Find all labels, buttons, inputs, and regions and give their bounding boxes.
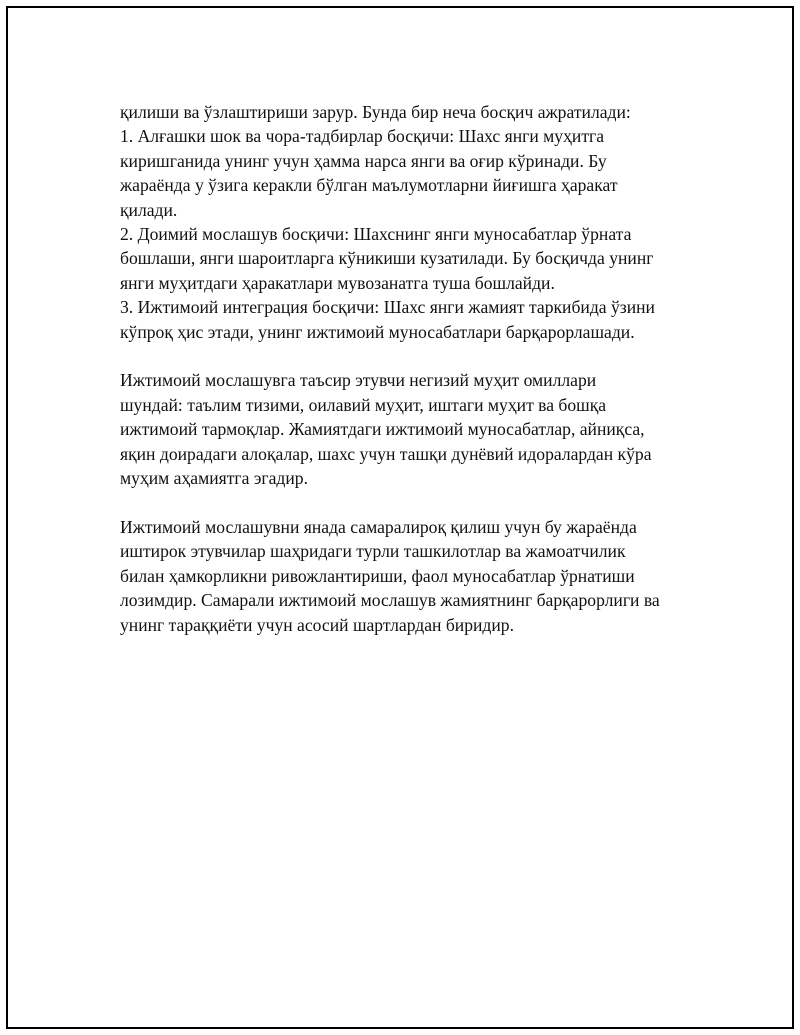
page-frame (6, 6, 794, 1029)
text-line: қилади. (120, 199, 178, 220)
text-line: муҳим аҳамиятга эгадир. (120, 468, 308, 489)
text-line: бошлаши, янги шароитларга кўникиши кузатилади. Бу босқичда унинг (120, 248, 654, 269)
text-line: Ижтимоий мослашувни янада самаралироқ қилиш учун бу жараёнда (120, 516, 637, 537)
text-line: шундай: таълим тизими, оилавий муҳит, иштаги муҳит ва бошқа (120, 394, 607, 415)
text-line: билан ҳамкорликни ривожлантириши, фаол муносабатлар ўрнатиши (120, 565, 635, 586)
text-line: иштирок этувчилар шаҳридаги турли ташкилотлар ва жамоатчилик (120, 541, 626, 562)
text-line: янги муҳитдаги ҳаракатлари мувозанатга туша бошлайди. (120, 272, 555, 293)
text-line: қилиши ва ўзлаштириши зарур. Бунда бир неча босқич ажратилади: (120, 102, 631, 122)
paragraph-conclusion (120, 515, 700, 637)
paragraph-environment-factors (120, 368, 700, 490)
text-line: лозимдир. Самарали ижтимоий мослашув жамиятнинг барқарорлиги ва (120, 590, 660, 611)
paragraph-spacer (120, 490, 700, 514)
text-line: яқин доирадаги алоқалар, шахс учун ташқи дунёвий идоралардан кўра (120, 443, 652, 464)
text-line: 1. Алғашки шок ва чора-тадбирлар босқичи: Шахс янги муҳитга (120, 126, 605, 147)
text-line: Ижтимоий мослашувга таъсир этувчи негизий муҳит омиллари (120, 370, 597, 391)
text-line: унинг тараққиёти учун асосий шартлардан биридир. (120, 614, 514, 635)
text-line: ижтимоий тармоқлар. Жамиятдаги ижтимоий муносабатлар, айниқса, (120, 419, 645, 440)
text-line: 2. Доимий мослашув босқичи: Шахснинг янги муносабатлар ўрната (120, 224, 632, 245)
text-line: кўпроқ ҳис этади, унинг ижтимоий муносабатлари барқарорлашади. (120, 321, 635, 342)
text-line: киришганида унинг учун ҳамма нарса янги ва оғир кўринади. Бу (120, 150, 607, 171)
page-content (120, 100, 700, 637)
paragraph-adaptation-stages (120, 100, 700, 344)
text-line: 3. Ижтимоий интеграция босқичи: Шахс янги жамият таркибида ўзини (120, 297, 655, 318)
text-line: жараёнда у ўзига керакли бўлган маълумотларни йиғишга ҳаракат (120, 175, 618, 196)
paragraph-spacer (120, 344, 700, 368)
